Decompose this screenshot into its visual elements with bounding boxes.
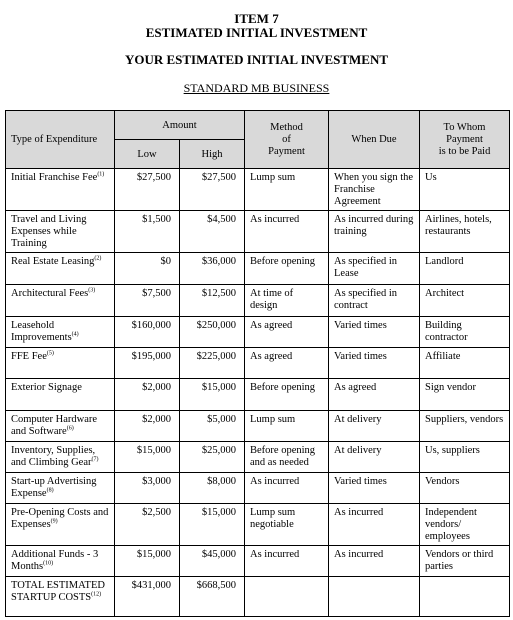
high-amount-cell: $668,500 (180, 577, 245, 617)
low-amount-cell: $195,000 (115, 348, 180, 379)
payment-method-cell: Lump sum (245, 411, 329, 442)
payment-method-cell (245, 577, 329, 617)
low-amount-cell: $2,500 (115, 504, 180, 546)
footnote-marker: (12) (91, 591, 102, 598)
table-row (6, 169, 510, 211)
document-title: ESTIMATED INITIAL INVESTMENT (145, 25, 368, 40)
when-due-cell: At delivery (329, 442, 420, 473)
table-row (6, 253, 510, 285)
item-number: ITEM 7 (234, 11, 279, 26)
expenditure-type-cell: Real Estate Leasing$^{(2)}$ (6, 253, 115, 285)
table-body (6, 169, 510, 617)
high-amount-cell: $15,000 (180, 379, 245, 411)
high-amount-cell: $45,000 (180, 546, 245, 577)
when-due-cell: Varied times (329, 348, 420, 379)
payee-cell: Vendors or third parties (420, 546, 510, 577)
header-amount: Amount (115, 111, 245, 140)
payee-cell: Sign vendor (420, 379, 510, 411)
low-amount-cell: $7,500 (115, 285, 180, 317)
payee-cell (420, 577, 510, 617)
footnote-marker: (10) (43, 560, 54, 567)
footnote-marker: (8) (46, 487, 54, 494)
payee-cell: Independent vendors/ employees (420, 504, 510, 546)
high-amount-cell: $4,500 (180, 211, 245, 253)
investment-table (5, 110, 510, 617)
payment-method-cell: Lump sum (245, 169, 329, 211)
expenditure-type-cell: Inventory, Supplies, and Climbing Gear$^{(7)}$ (6, 442, 115, 473)
when-due-cell: As specified in Lease (329, 253, 420, 285)
low-amount-cell: $15,000 (115, 442, 180, 473)
header-low: Low (115, 140, 180, 169)
payee-cell: Suppliers, vendors (420, 411, 510, 442)
expenditure-type-cell: Additional Funds - 3 Months$^{(10)}$ (6, 546, 115, 577)
table-row (6, 546, 510, 577)
payee-cell: Vendors (420, 473, 510, 504)
payee-cell: Building contractor (420, 317, 510, 348)
payee-cell: Us, suppliers (420, 442, 510, 473)
expenditure-type-cell: FFE Fee$^{(5)}$ (6, 348, 115, 379)
low-amount-cell: $1,500 (115, 211, 180, 253)
expenditure-type-cell: Pre-Opening Costs and Expenses$^{(9)}$ (6, 504, 115, 546)
when-due-cell: As agreed (329, 379, 420, 411)
high-amount-cell: $27,500 (180, 169, 245, 211)
section-heading: STANDARD MB BUSINESS (183, 81, 330, 95)
when-due-cell (329, 577, 420, 617)
high-amount-cell: $12,500 (180, 285, 245, 317)
payee-cell: Landlord (420, 253, 510, 285)
when-due-cell: As incurred (329, 546, 420, 577)
table-row (6, 211, 510, 253)
when-due-cell: When you sign the Franchise Agreement (329, 169, 420, 211)
footnote-marker: (1) (97, 171, 105, 178)
payment-method-cell: At time of design (245, 285, 329, 317)
when-due-cell: As incurred during training (329, 211, 420, 253)
low-amount-cell: $2,000 (115, 379, 180, 411)
header-method: Method of Payment (245, 111, 329, 169)
footnote-marker: (7) (91, 456, 99, 463)
table-row (6, 411, 510, 442)
table-row (6, 317, 510, 348)
table-row (6, 473, 510, 504)
payment-method-cell: As incurred (245, 473, 329, 504)
payment-method-cell: As incurred (245, 546, 329, 577)
when-due-cell: As specified in contract (329, 285, 420, 317)
expenditure-type-cell: Leasehold Improvements$^{(4)}$ (6, 317, 115, 348)
high-amount-cell: $250,000 (180, 317, 245, 348)
low-amount-cell: $27,500 (115, 169, 180, 211)
low-amount-cell: $431,000 (115, 577, 180, 617)
expenditure-type-cell: TOTAL ESTIMATED STARTUP COSTS$^{(12)}$ (6, 577, 115, 617)
table-row (6, 285, 510, 317)
high-amount-cell: $5,000 (180, 411, 245, 442)
footnote-marker: (9) (50, 518, 58, 525)
high-amount-cell: $25,000 (180, 442, 245, 473)
payee-cell: Architect (420, 285, 510, 317)
payment-method-cell: Before opening (245, 379, 329, 411)
table-row (6, 442, 510, 473)
high-amount-cell: $15,000 (180, 504, 245, 546)
low-amount-cell: $0 (115, 253, 180, 285)
table-row (6, 577, 510, 617)
low-amount-cell: $2,000 (115, 411, 180, 442)
high-amount-cell: $36,000 (180, 253, 245, 285)
footnote-marker: (3) (88, 287, 96, 294)
when-due-cell: Varied times (329, 473, 420, 504)
footnote-marker: (5) (46, 350, 54, 357)
expenditure-type-cell: Architectural Fees$^{(3)}$ (6, 285, 115, 317)
document-subtitle: YOUR ESTIMATED INITIAL INVESTMENT (124, 52, 389, 67)
when-due-cell: Varied times (329, 317, 420, 348)
when-due-cell: As incurred (329, 504, 420, 546)
high-amount-cell: $8,000 (180, 473, 245, 504)
payment-method-cell: Before opening and as needed (245, 442, 329, 473)
payment-method-cell: As agreed (245, 317, 329, 348)
expenditure-type-cell: Initial Franchise Fee$^{(1)}$ (6, 169, 115, 211)
header-high: High (180, 140, 245, 169)
payment-method-cell: Before opening (245, 253, 329, 285)
high-amount-cell: $225,000 (180, 348, 245, 379)
payee-cell: Us (420, 169, 510, 211)
low-amount-cell: $160,000 (115, 317, 180, 348)
expenditure-type-cell: Travel and Living Expenses while Training (6, 211, 115, 253)
payee-cell: Affiliate (420, 348, 510, 379)
payment-method-cell: As incurred (245, 211, 329, 253)
footnote-marker: (4) (71, 331, 79, 338)
expenditure-type-cell: Computer Hardware and Software$^{(6)}$ (6, 411, 115, 442)
header-when-due: When Due (329, 111, 420, 169)
expenditure-type-cell: Start-up Advertising Expense$^{(8)}$ (6, 473, 115, 504)
payment-method-cell: As agreed (245, 348, 329, 379)
payment-method-cell: Lump sum negotiable (245, 504, 329, 546)
expenditure-type-cell: Exterior Signage (6, 379, 115, 411)
table-row (6, 348, 510, 379)
header-to-whom: To Whom Payment is to be Paid (420, 111, 510, 169)
footnote-marker: (2) (94, 255, 102, 262)
table-row (6, 379, 510, 411)
when-due-cell: At delivery (329, 411, 420, 442)
table-row (6, 504, 510, 546)
low-amount-cell: $3,000 (115, 473, 180, 504)
payee-cell: Airlines, hotels, restaurants (420, 211, 510, 253)
low-amount-cell: $15,000 (115, 546, 180, 577)
footnote-marker: (6) (66, 425, 74, 432)
header-type: Type of Expenditure (6, 111, 115, 169)
